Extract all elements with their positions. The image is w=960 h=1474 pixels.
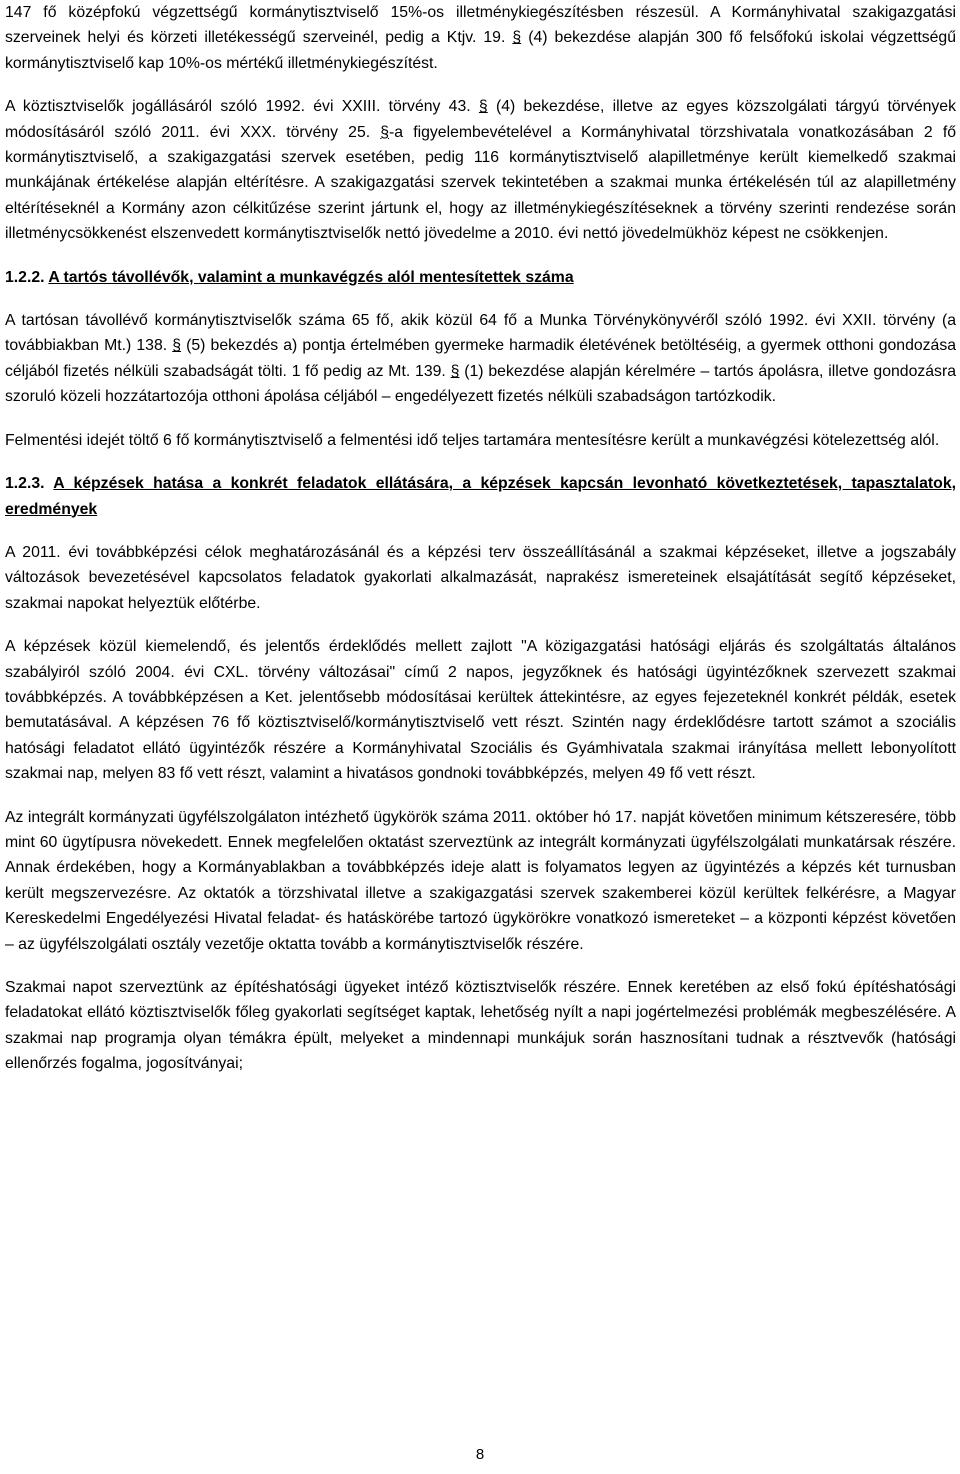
text-run: A tartósan távollévő kormánytisztviselők száma 65 fő, akik közül 64 fő a Munka Törvénykönyvéről szóló 1992. évi XXII. törvény (a továbbiakban Mt.) 138. <box>5 312 956 355</box>
paragraph <box>5 634 956 786</box>
paragraph <box>5 94 956 246</box>
paragraph <box>5 428 956 453</box>
page-number: 8 <box>475 1446 485 1463</box>
text-run: (5) bekezdés a) pontja értelmében gyermeke harmadik életévének betöltéséig, a gyermek otthoni gondozása céljából fizetés nélküli szabadságát tölti. 1 fő pedig az Mt. 139. <box>5 337 957 380</box>
underlined-text: A tartós távollévők, valamint a munkavégzés alól mentesítettek száma <box>48 268 574 286</box>
text-run: Szakmai napot szerveztünk az építéshatósági ügyeket intéző köztisztviselők részére. Ennek keretében az első fokú építéshatósági feladatokat ellátó köztisztviselők főleg gyakorlati segítséget kaptak, lehetőség nyílt a napi jogértelmezési problémák megbeszélésére. A szakmai nap programja olyan témákra épült, melyeket a mindennapi munkájuk során hasznosítani tudnak a résztvevők (hatósági ellenőrzés fogalma, jogosítványai; <box>5 979 956 1073</box>
section-heading <box>5 471 956 522</box>
paragraph <box>5 0 956 76</box>
text-run: A képzések közül kiemelendő, és jelentős érdeklődés mellett zajlott "A közigazgatási hatósági eljárás és szolgáltatás általános szabályiról szóló 2004. évi CXL. törvény változásai" című 2 napos, jegyzőknek és hatósági ügyintézőknek szervezett szakmai továbbképzés. A továbbképzésen a Ket. jelentősebb módosításai kerültek áttekintésre, az egyes fejezeteknél konkrét példák, esetek bemutatásával. A képzésen 76 fő köztisztviselő/kormánytisztviselő vett részt. Szintén nagy érdeklődésre tartott számot a szociális hatósági feladatot ellátó ügyintézők részére a Kormányhivatal Szociális és Gyámhivatala szakmai irányítása mellett lebonyolított szakmai nap, melyen 83 fő vett részt, valamint a hivatásos gondnoki továbbképzés, melyen 49 fő vett részt. <box>5 638 956 783</box>
text-run: A köztisztviselők jogállásáról szóló 1992. évi XXIII. törvény 43. <box>5 98 479 116</box>
text-run: (4) bekezdése, illetve az egyes közszolgálati tárgyú törvények módosításáról szóló 2011. évi XXX. törvény 25. <box>5 98 956 141</box>
underlined-text: § <box>512 29 522 47</box>
paragraph <box>5 805 956 957</box>
section-heading <box>5 265 956 290</box>
underlined-text: § <box>450 362 460 380</box>
underlined-text: § <box>380 123 390 141</box>
text-run: 147 fő középfokú végzettségű kormánytisztviselő 15%-os illetménykiegészítésben részesül. A Kormányhivatal szakigazgatási szerveinek helyi és körzeti illetékességű szerveinél, pedig a Ktjv. 19. <box>5 4 956 47</box>
text-run: 1.2.2. <box>5 268 49 286</box>
document-body <box>5 0 956 1077</box>
text-run: (4) bekezdése alapján 300 fő felsőfokú iskolai végzettségű kormánytisztviselő kap 10%-os mértékű illetménykiegészítést. <box>5 29 956 72</box>
paragraph <box>5 540 956 616</box>
text-run: -a figyelembevételével a Kormányhivatal törzshivatala vonatkozásában 2 fő kormánytisztviselő, a szakigazgatási szervek esetében, pedig 116 kormánytisztviselő alapilletménye került kiemelkedő szakmai munkájának értékelése alapján eltérítésre. A szakigazgatási szervek tekintetében a szakmai munka értékelésén túl az alapilletmény eltérítéseknél a Kormány azon célkitűzése szerint jártunk el, hogy az illetménykiegészítéseknek a törvény szerinti rendezése során illetménycsökkenést elszenvedett kormánytisztviselők nettó jövedelme a 2010. évi nettó jövedelmükhöz képest ne csökkenjen. <box>5 123 956 243</box>
text-run: A 2011. évi továbbképzési célok meghatározásánál és a képzési terv összeállításánál a szakmai képzéseket, illetve a jogszabály változások bevezetésével kapcsolatos feladatok gyakorlati alkalmazását, naprakész ismereteinek elsajátítását segítő képzéseket, szakmai napokat helyeztük előtérbe. <box>5 543 956 612</box>
text-run: 1.2.3. <box>5 475 54 493</box>
text-run: Felmentési idejét töltő 6 fő kormánytisztviselő a felmentési idő teljes tartamára mentesítésre került a munkavégzési kötelezettség alól. <box>5 431 940 449</box>
paragraph <box>5 308 956 410</box>
paragraph <box>5 975 956 1077</box>
underlined-text: § <box>172 337 182 355</box>
underlined-text: A képzések hatása a konkrét feladatok ellátására, a képzések kapcsán levonható következtetések, tapasztalatok, eredmények <box>5 475 956 518</box>
text-run: (1) bekezdése alapján kérelmére – tartós ápolásra, illetve gondozásra szoruló közeli hozzátartozója otthoni ápolása céljából – engedélyezett fizetés nélküli szabadságon tartózkodik. <box>5 362 956 406</box>
text-run: Az integrált kormányzati ügyfélszolgálaton intézhető ügykörök száma 2011. október hó 17. napját követően minimum kétszeresére, több mint 60 ügytípusra növekedett. Ennek megfelelően oktatást szerveztünk az integrált kormányzati ügyfélszolgálati munkatársak részére. Annak érdekében, hogy a Kormányablakban a továbbképzés ideje alatt is folyamatos legyen az ügyintézés a képzés két turnusban került megszervezésre. Az oktatók a törzshivatal illetve a szakigazgatási szervek szakemberei közül kerültek felkérésre, a Magyar Kereskedelmi Engedélyezési Hivatal feladat- és hatáskörébe tartozó ügykörökre vonatkozó ismereteket – a központi képzést követően – az ügyfélszolgálati osztály vezetője oktatta tovább a kormánytisztviselők részére. <box>5 808 956 953</box>
underlined-text: § <box>478 98 488 116</box>
